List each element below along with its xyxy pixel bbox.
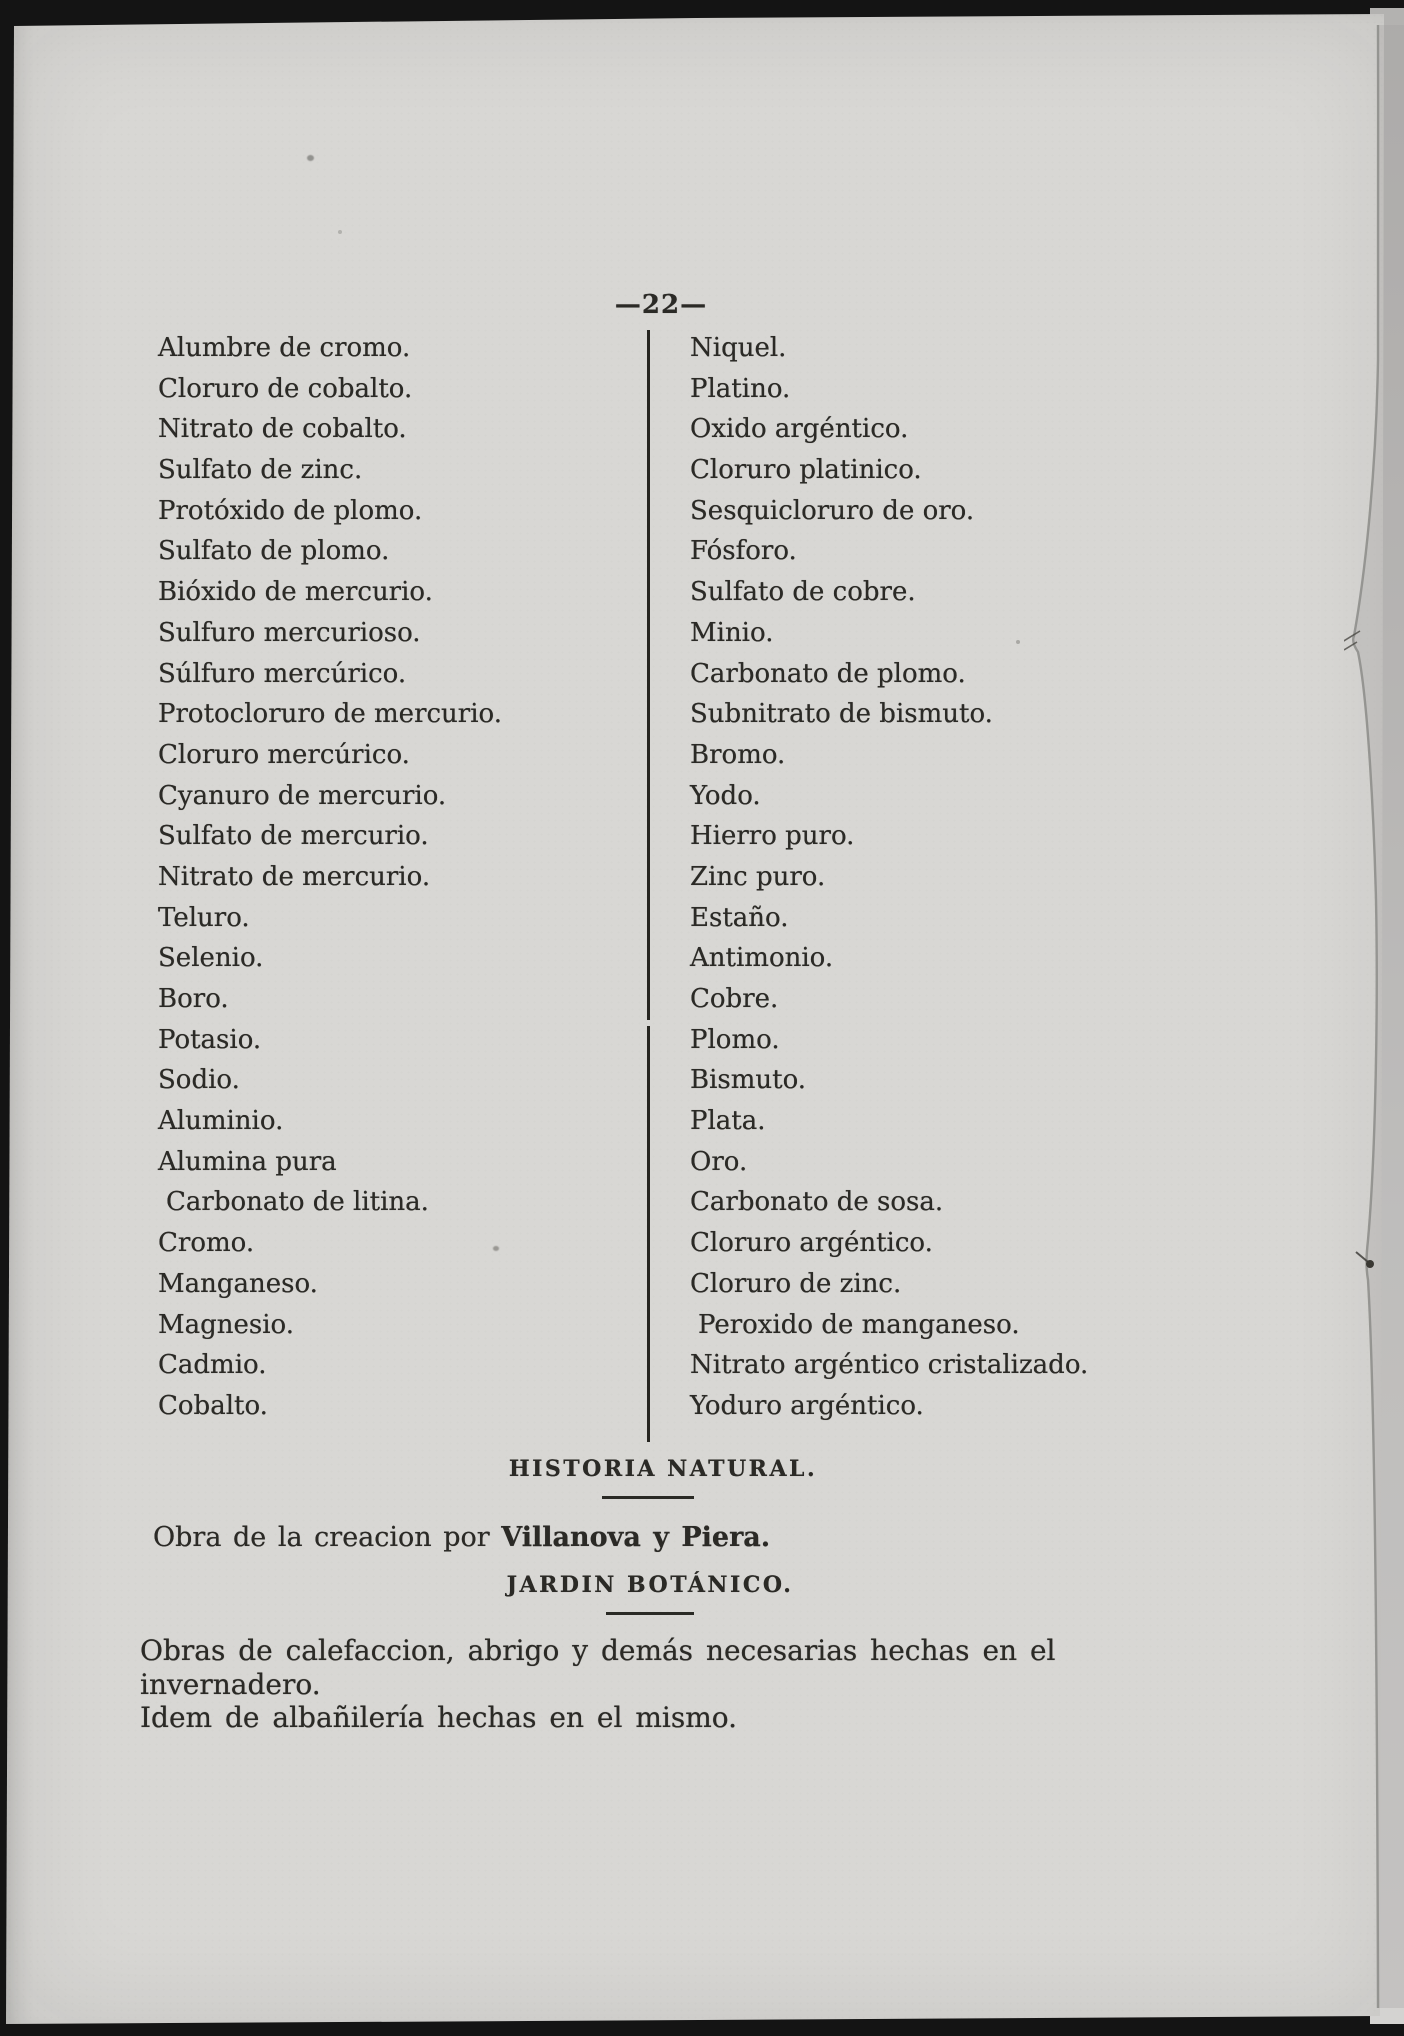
list-item: Oro. [690,1146,748,1177]
list-item: Cadmio. [158,1350,267,1381]
list-item: Niquel. [690,333,787,363]
list-item: Protóxido de plomo. [158,495,423,526]
list-item: Yoduro argéntico. [690,1390,924,1421]
column-divider [647,330,650,1020]
list-item: Carbonato de sosa. [690,1187,944,1218]
list-item: Carbonato de litina. [166,1187,429,1218]
list-item: Cloruro de cobalto. [158,373,413,404]
list-item: Sulfato de mercurio. [158,821,429,852]
section-heading-historia-natural: HISTORIA NATURAL. [508,1456,818,1482]
list-item: Cobre. [690,984,779,1014]
page-number: —22— [614,290,708,320]
left-column [158,328,638,1427]
list-item: Sesquicloruro de oro. [690,495,975,526]
list-item: Oxido argéntico. [690,414,909,445]
list-item: Peroxido de manganeso. [698,1309,1020,1340]
list-item: Súlfuro mercúrico. [158,658,407,689]
list-item: Hierro puro. [690,821,855,852]
list-item: Minio. [690,617,774,648]
list-item: Zinc puro. [690,861,826,892]
list-item: Plomo. [690,1024,780,1055]
list-item: Sulfato de cobre. [690,577,916,608]
list-item: Nitrato de mercurio. [158,861,431,892]
list-item: Aluminio. [158,1106,284,1137]
column-divider [647,1026,650,1442]
list-item: Nitrato argéntico cristalizado. [690,1350,1089,1381]
heading-rule [602,1496,694,1499]
list-item: Bismuto. [690,1065,807,1096]
list-item: Fósforo. [690,536,797,567]
scan-speck [1016,640,1020,644]
jardin-paragraph [140,1634,1100,1735]
list-item: Cloruro argéntico. [690,1228,933,1259]
scan-speck [338,230,342,234]
list-item: Alumbre de cromo. [158,333,411,363]
page-edge-shadow [1344,0,1404,2036]
list-item: Plata. [690,1106,766,1137]
scan-speck [307,155,314,161]
list-item: Magnesio. [158,1309,295,1340]
list-item: Cobalto. [158,1390,268,1421]
list-item: Sulfato de zinc. [158,455,363,486]
list-item: Boro. [158,984,229,1014]
list-item: Cyanuro de mercurio. [158,780,447,811]
list-item: Platino. [690,373,791,404]
list-item: Sulfuro mercurioso. [158,617,421,648]
list-item: Selenio. [158,943,264,974]
list-item: Carbonato de plomo. [690,658,966,689]
list-item: Teluro. [158,902,250,933]
list-item: Sodio. [158,1065,240,1096]
list-item: Cromo. [158,1228,255,1259]
right-column [690,328,1210,1427]
list-item: Antimonio. [690,943,834,974]
list-item: Subnitrato de bismuto. [690,699,993,730]
section-heading-jardin-botanico: JARDIN BOTÁNICO. [506,1572,794,1598]
list-item: Potasio. [158,1024,262,1055]
list-item: Sulfato de plomo. [158,536,390,567]
work-entry-line [153,1522,770,1553]
list-item: Nitrato de cobalto. [158,414,407,445]
work-entry-text: Obra de la creacion por [153,1522,502,1553]
list-item: Protocloruro de mercurio. [158,699,503,730]
list-item: Yodo. [690,780,761,811]
list-item: Cloruro mercúrico. [158,739,410,770]
list-item: Bromo. [690,739,786,770]
list-item: Cloruro platinico. [690,455,922,486]
list-item: Bióxido de mercurio. [158,577,433,608]
work-entry-authors: Villanova y Piera. [501,1522,771,1553]
heading-rule [606,1612,694,1615]
paragraph-line: Idem de albañilería hechas en el mismo. [140,1701,738,1734]
list-item: Cloruro de zinc. [690,1268,902,1299]
list-item: Manganeso. [158,1268,318,1299]
paragraph-line: Obras de calefaccion, abrigo y demás necesarias hechas en el invernadero. [140,1634,1056,1701]
scan-speck [493,1246,499,1251]
page-edge-line [1353,25,1378,2008]
page-nick-mark [1366,1260,1374,1268]
list-item: Estaño. [690,902,789,933]
list-item: Alumina pura [158,1146,337,1177]
